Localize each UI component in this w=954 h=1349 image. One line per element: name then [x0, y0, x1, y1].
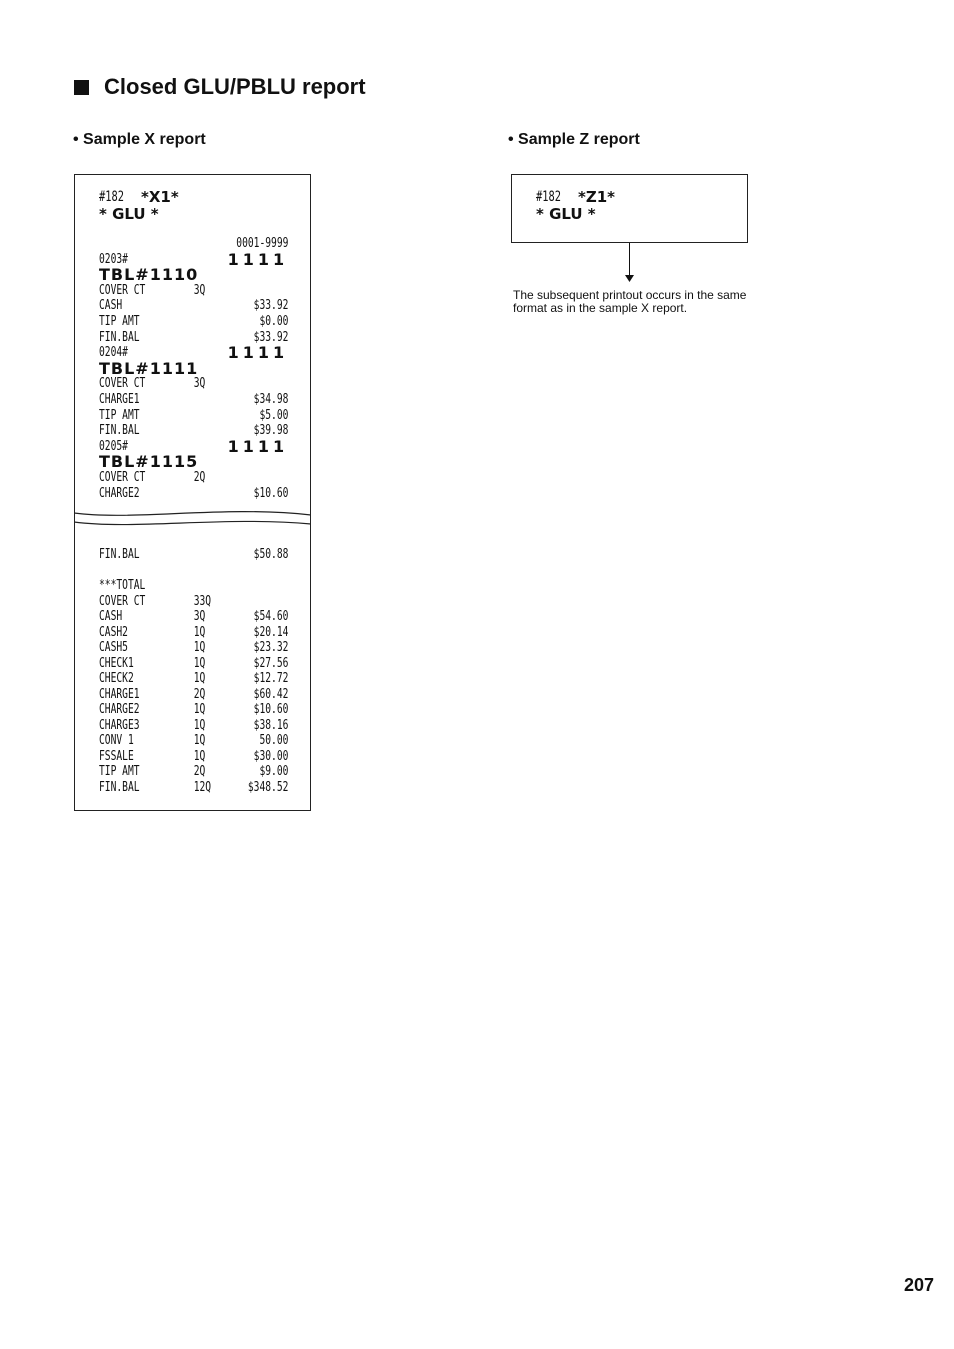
receipt-line [99, 733, 289, 749]
receipt-line-amount: $34.98 [253, 392, 289, 407]
receipt-line [99, 454, 289, 470]
receipt-line-count: 3Q [193, 376, 206, 392]
receipt-line [99, 717, 289, 734]
z-header-number: #182 [536, 189, 561, 205]
receipt-line [99, 236, 289, 252]
receipt-line-label: 0205# [99, 438, 128, 454]
z-report-heading: • Sample Z report [508, 131, 640, 148]
receipt-line-label: FIN.BAL [99, 423, 140, 439]
receipt-line-label: TIP AMT [99, 407, 140, 423]
receipt-line-amount: $348.52 [247, 779, 289, 795]
receipt-line [99, 470, 240, 486]
receipt-line-label: TIP AMT [99, 764, 140, 779]
receipt-line-label: TBL#1111 [99, 358, 199, 378]
receipt-line-label: CHARGE2 [99, 702, 140, 717]
receipt-line [99, 578, 240, 594]
receipt-line [99, 283, 240, 299]
receipt-line-count: 12Q [193, 779, 212, 795]
receipt-line-count: 33Q [193, 593, 212, 609]
receipt-line [99, 779, 289, 796]
receipt-line-label: COVER CT [99, 470, 146, 485]
receipt-line-count: 2Q [193, 470, 206, 485]
square-bullet-icon [74, 80, 89, 95]
receipt-line-amount: $38.16 [253, 717, 289, 733]
receipt-line [99, 485, 289, 502]
receipt-line-label: CASH2 [99, 624, 128, 640]
z-header-line2: * GLU * [536, 205, 596, 223]
x-report-receipt-top [74, 174, 311, 520]
receipt-line [99, 702, 289, 718]
receipt-line [99, 671, 289, 687]
x-header-mode: *X1* [141, 188, 179, 206]
receipt-line [99, 624, 289, 641]
receipt-line-amount: $30.00 [253, 748, 289, 764]
x-report-heading: • Sample X report [73, 131, 206, 148]
receipt-line-amount: $0.00 [259, 314, 289, 329]
receipt-line-amount: $12.72 [253, 671, 289, 686]
receipt-line-label: TIP AMT [99, 314, 140, 329]
receipt-line-label: FIN.BAL [99, 779, 140, 795]
receipt-line-label: 0204# [99, 345, 128, 361]
down-arrow-icon [620, 243, 640, 283]
receipt-line [99, 655, 289, 672]
receipt-line-amount: $9.00 [259, 764, 289, 779]
x-header-number: #182 [99, 189, 124, 205]
receipt-line [99, 594, 240, 610]
receipt-line-label: TBL#1115 [99, 452, 199, 472]
receipt-line-label: FIN.BAL [99, 547, 140, 562]
receipt-line-amount: 50.00 [259, 733, 289, 748]
receipt-line-label: CHECK2 [99, 671, 134, 686]
receipt-line-amount: $10.60 [253, 702, 289, 717]
x-report-receipt-bottom [74, 520, 311, 811]
receipt-line-label: COVER CT [99, 376, 146, 392]
receipt-line [99, 298, 289, 314]
receipt-line-label: TBL#1110 [99, 265, 199, 285]
receipt-line [99, 423, 289, 439]
receipt-line-amount: $10.60 [253, 485, 289, 501]
receipt-line [99, 392, 289, 408]
receipt-line-amount: $33.92 [253, 329, 289, 345]
receipt-line-count: 1Q [193, 702, 206, 717]
receipt-line-amount: 0001-9999 [236, 236, 289, 251]
section-title [74, 74, 366, 100]
receipt-line-big-number: 1111 [227, 249, 289, 269]
receipt-line [99, 764, 289, 780]
receipt-line-label: CHARGE1 [99, 686, 140, 702]
z-report-receipt [511, 174, 748, 243]
receipt-line-count: 1Q [193, 733, 206, 748]
receipt-line-label: CHARGE3 [99, 717, 140, 733]
receipt-line-amount: $50.88 [253, 547, 289, 562]
receipt-line [99, 407, 289, 424]
z-header-mode: *Z1* [578, 188, 616, 206]
receipt-line-amount: $39.98 [253, 423, 289, 439]
receipt-line-amount: $23.32 [253, 640, 289, 655]
receipt-line-amount: $20.14 [253, 624, 289, 640]
receipt-line [99, 748, 289, 765]
receipt-line [99, 358, 289, 378]
receipt-line-count: 3Q [193, 282, 206, 298]
receipt-line [99, 686, 289, 703]
receipt-line [99, 329, 289, 346]
receipt-line-label: FSSALE [99, 748, 134, 764]
receipt-line-count: 1Q [193, 671, 206, 686]
receipt-line-count: 1Q [193, 717, 206, 733]
page-number: 207 [903, 1275, 934, 1295]
note-text: The subsequent printout occurs in the same format as in the sample X report. [513, 288, 747, 315]
receipt-line [99, 640, 289, 656]
receipt-line-count: 3Q [193, 609, 206, 624]
receipt-line-label: CONV 1 [99, 733, 134, 748]
tear-edge-bottom [74, 518, 311, 534]
receipt-line-count: 1Q [193, 640, 206, 655]
receipt-line-label: ***TOTAL [99, 578, 146, 593]
receipt-line-count: 1Q [193, 748, 206, 764]
receipt-line-count: 2Q [193, 686, 206, 702]
receipt-line [99, 609, 289, 625]
receipt-line [99, 547, 289, 563]
receipt-line-label: CASH5 [99, 640, 128, 655]
z-header-line1 [536, 189, 736, 205]
receipt-line-label: CHARGE2 [99, 485, 140, 501]
receipt-line-amount: $33.92 [253, 298, 289, 314]
receipt-line-label: COVER CT [99, 282, 146, 298]
receipt-line-label: COVER CT [99, 593, 146, 609]
receipt-line-big-number: 1111 [227, 343, 289, 363]
receipt-line-amount: $54.60 [253, 609, 289, 624]
receipt-line-amount: $60.42 [253, 686, 289, 702]
x-header-line1 [99, 189, 299, 205]
receipt-line-count: 1Q [193, 655, 206, 671]
section-title-text: Closed GLU/PBLU report [104, 74, 366, 99]
receipt-line [99, 267, 289, 283]
receipt-line-count: 1Q [193, 624, 206, 640]
receipt-line-label: 0203# [99, 251, 128, 267]
receipt-line-label: CASH [99, 609, 123, 624]
receipt-line-big-number: 1111 [227, 436, 289, 456]
receipt-line-label: CHECK1 [99, 655, 134, 671]
x-header-line2: * GLU * [99, 205, 159, 223]
receipt-line [99, 563, 240, 579]
receipt-line-label: CASH [99, 298, 123, 314]
receipt-line-label: FIN.BAL [99, 329, 140, 345]
receipt-line [99, 376, 240, 392]
receipt-line-amount: $5.00 [259, 407, 289, 423]
receipt-line-amount: $27.56 [253, 655, 289, 671]
receipt-line-label: CHARGE1 [99, 392, 140, 407]
receipt-line [99, 314, 289, 330]
receipt-line-count: 2Q [193, 764, 206, 779]
